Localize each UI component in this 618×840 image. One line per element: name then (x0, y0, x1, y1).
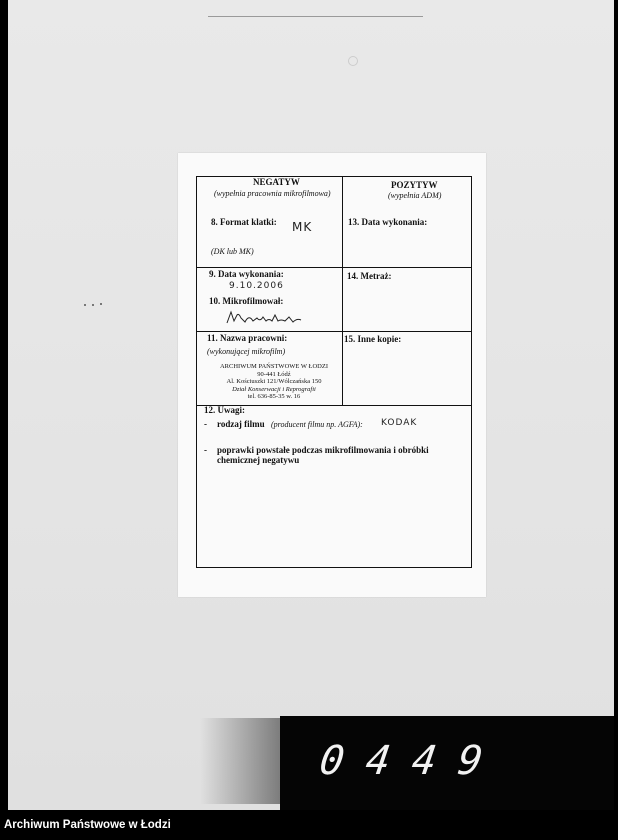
stamp-line-4: Dział Konserwacji i Reprografii (232, 385, 316, 393)
pozytyw-title: POZYTYW (391, 180, 438, 190)
counter-shadow (200, 718, 290, 804)
dust-speck (100, 303, 102, 305)
field-8-label: 8. Format klatki: (211, 217, 277, 227)
remark-2-bullet: - (204, 445, 207, 455)
remark-1-hint: (producent filmu np. AGFA): (271, 420, 363, 429)
negatyw-title: NEGATYW (253, 177, 300, 187)
field-11-hint: (wykonującej mikrofilm) (207, 347, 286, 356)
field-8-hint: (DK lub MK) (211, 247, 254, 256)
stamp-line-1: ARCHIWUM PAŃSTWOWE W ŁODZI (219, 363, 329, 370)
remark-1-value: KODAK (381, 418, 418, 428)
remark-2-line-1: poprawki powstałe podczas mikrofilmowania i obróbki (217, 445, 429, 455)
dust-speck (84, 304, 86, 306)
field-13-label: 13. Data wykonania: (348, 217, 428, 227)
row-divider (197, 267, 471, 268)
pozytyw-subtitle: (wypełnia ADM) (388, 191, 442, 200)
remark-1-label: rodzaj filmu (217, 419, 265, 429)
field-12-label: 12. Uwagi: (204, 405, 245, 415)
stamp-line-5: tel. 636-85-35 w. 16 (247, 393, 301, 400)
column-divider (342, 177, 343, 405)
footer-bar (0, 810, 618, 840)
field-9-value: 9.10.2006 (229, 281, 284, 291)
dust-speck (348, 56, 358, 66)
stamp (211, 363, 337, 401)
field-9-label: 9. Data wykonania: (209, 269, 284, 279)
row-divider (197, 331, 471, 332)
top-rule (208, 16, 423, 17)
field-14-label: 14. Metraż: (347, 271, 392, 281)
stamp-line-3: Al. Kościuszki 121/Wólczańska 150 (226, 378, 322, 385)
remark-2-line-2: chemicznej negatywu (217, 455, 300, 465)
microfilm-form (196, 176, 472, 568)
remark-1-bullet: - (204, 419, 207, 429)
field-8-value: MK (292, 220, 313, 234)
field-11-label: 11. Nazwa pracowni: (207, 333, 288, 343)
negatyw-subtitle: (wypełnia pracownia mikrofilmowa) (214, 189, 331, 198)
stamp-line-2: 90-441 Łódź (257, 370, 291, 378)
microfilmer-signature (225, 309, 305, 327)
field-15-label: 15. Inne kopie: (344, 334, 402, 344)
footer-label: Archiwum Państwowe w Łodzi (4, 819, 171, 831)
frame-counter-digits: 0449 (316, 738, 508, 784)
dust-speck (92, 304, 94, 306)
field-10-label: 10. Mikrofilmował: (209, 296, 284, 306)
